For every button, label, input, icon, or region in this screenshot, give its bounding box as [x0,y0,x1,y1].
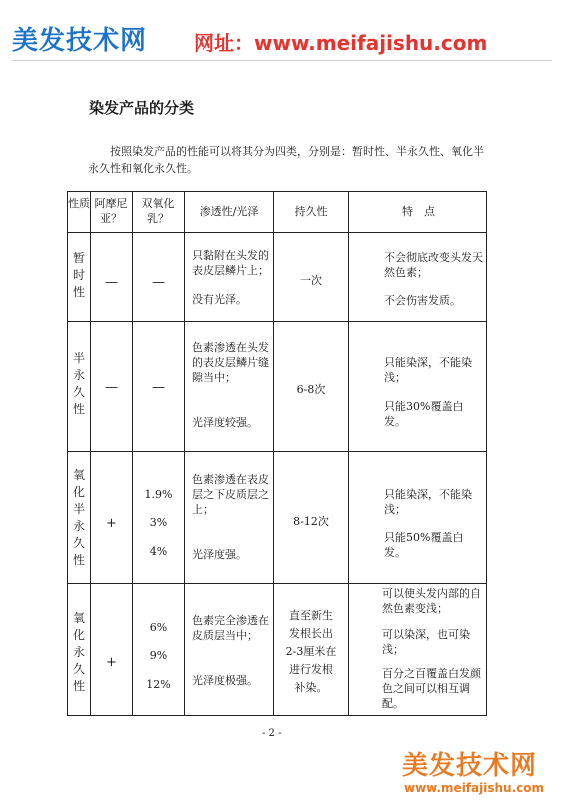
feature-text: 只能50%覆盖白发。 [384,531,464,559]
header-peroxide: 双氧化乳？ [141,197,175,225]
gloss-text: 光泽度较强。 [192,416,258,429]
feature-text: 可以染深，也可染浅； [382,628,470,656]
row-divider [68,321,486,322]
row-type-label: 暂时性 [72,251,85,299]
feature-text: 只能染深，不能染浅； [384,356,472,384]
header-durability: 持久性 [294,205,328,218]
row-divider [68,451,486,452]
penetration-text: 色素完全渗透在皮质层当中； [192,614,269,642]
footer-url[interactable]: www.meifajishu.com [404,781,544,795]
row-divider [68,583,486,584]
durability-value: 一次 [300,274,322,287]
row-type-label: 氧化半永久性 [72,468,85,567]
row-type-label: 氧化永久性 [72,611,85,693]
column-divider [90,192,91,715]
site-logo: 美发技术网 [12,26,148,56]
header-features: 特 点 [402,205,435,218]
durability-value: 直至新生发根长出2-3厘米在进行发根补染。 [285,609,337,694]
feature-text: 不会彻底改变头发天然色素； [384,251,483,279]
header-penetration: 渗透性/光泽 [199,205,259,218]
peroxide-value: 4% [149,545,168,558]
footer-logo: 美发技术网 [402,751,538,781]
row-type-label: 半永久性 [72,351,85,416]
column-divider [184,192,185,715]
penetration-text: 色素渗透在头发的表皮层鳞片缝隙当中； [192,341,269,384]
column-divider [273,192,274,715]
peroxide-value: 12% [146,678,171,691]
column-divider [348,192,349,715]
penetration-text: 色素渗透在表皮层之下皮质层之上； [192,473,269,516]
peroxide-value: 3% [149,516,168,529]
dye-classification-table [67,191,487,716]
intro-paragraph: 按照染发产品的性能可以将其分为四类，分别是：暂时性、半永久性、氧化半永久性和氧化永久性。 [88,145,484,175]
durability-value: 8-12次 [293,515,329,528]
peroxide-value: — [152,380,165,395]
gloss-text: 光泽度强。 [192,548,247,561]
durability-value: 6-8次 [296,383,326,396]
feature-text: 不会伤害发质。 [384,294,461,307]
gloss-text: 没有光泽。 [192,293,247,306]
ammonia-value: — [105,275,118,290]
site-url[interactable]: 网址：www.meifajishu.com [194,31,488,55]
page-title: 染发产品的分类 [89,99,195,117]
ammonia-value: + [106,516,117,531]
gloss-text: 光泽度极强。 [192,674,258,687]
banner-divider [12,60,552,61]
feature-text: 百分之百覆盖白发颜色之间可以相互调配。 [382,667,481,710]
feature-text: 可以使头发内部的自然色素变浅； [382,587,481,615]
page-number: - 2 - [262,728,282,739]
peroxide-value: — [152,275,165,290]
peroxide-value: 9% [149,649,168,662]
feature-text: 只能30%覆盖白发。 [384,400,464,428]
row-divider [68,232,486,233]
ammonia-value: + [106,655,117,670]
peroxide-value: 1.9% [144,488,173,501]
penetration-text: 只黏附在头发的表皮层鳞片上； [192,249,269,277]
column-divider [132,192,133,715]
header-ammonia: 阿摩尼亚？ [94,197,128,225]
peroxide-value: 6% [149,621,168,634]
header-type: 性质 [68,197,90,210]
feature-text: 只能染深，不能染浅； [384,488,472,516]
ammonia-value: — [105,380,118,395]
top-banner [0,0,561,70]
